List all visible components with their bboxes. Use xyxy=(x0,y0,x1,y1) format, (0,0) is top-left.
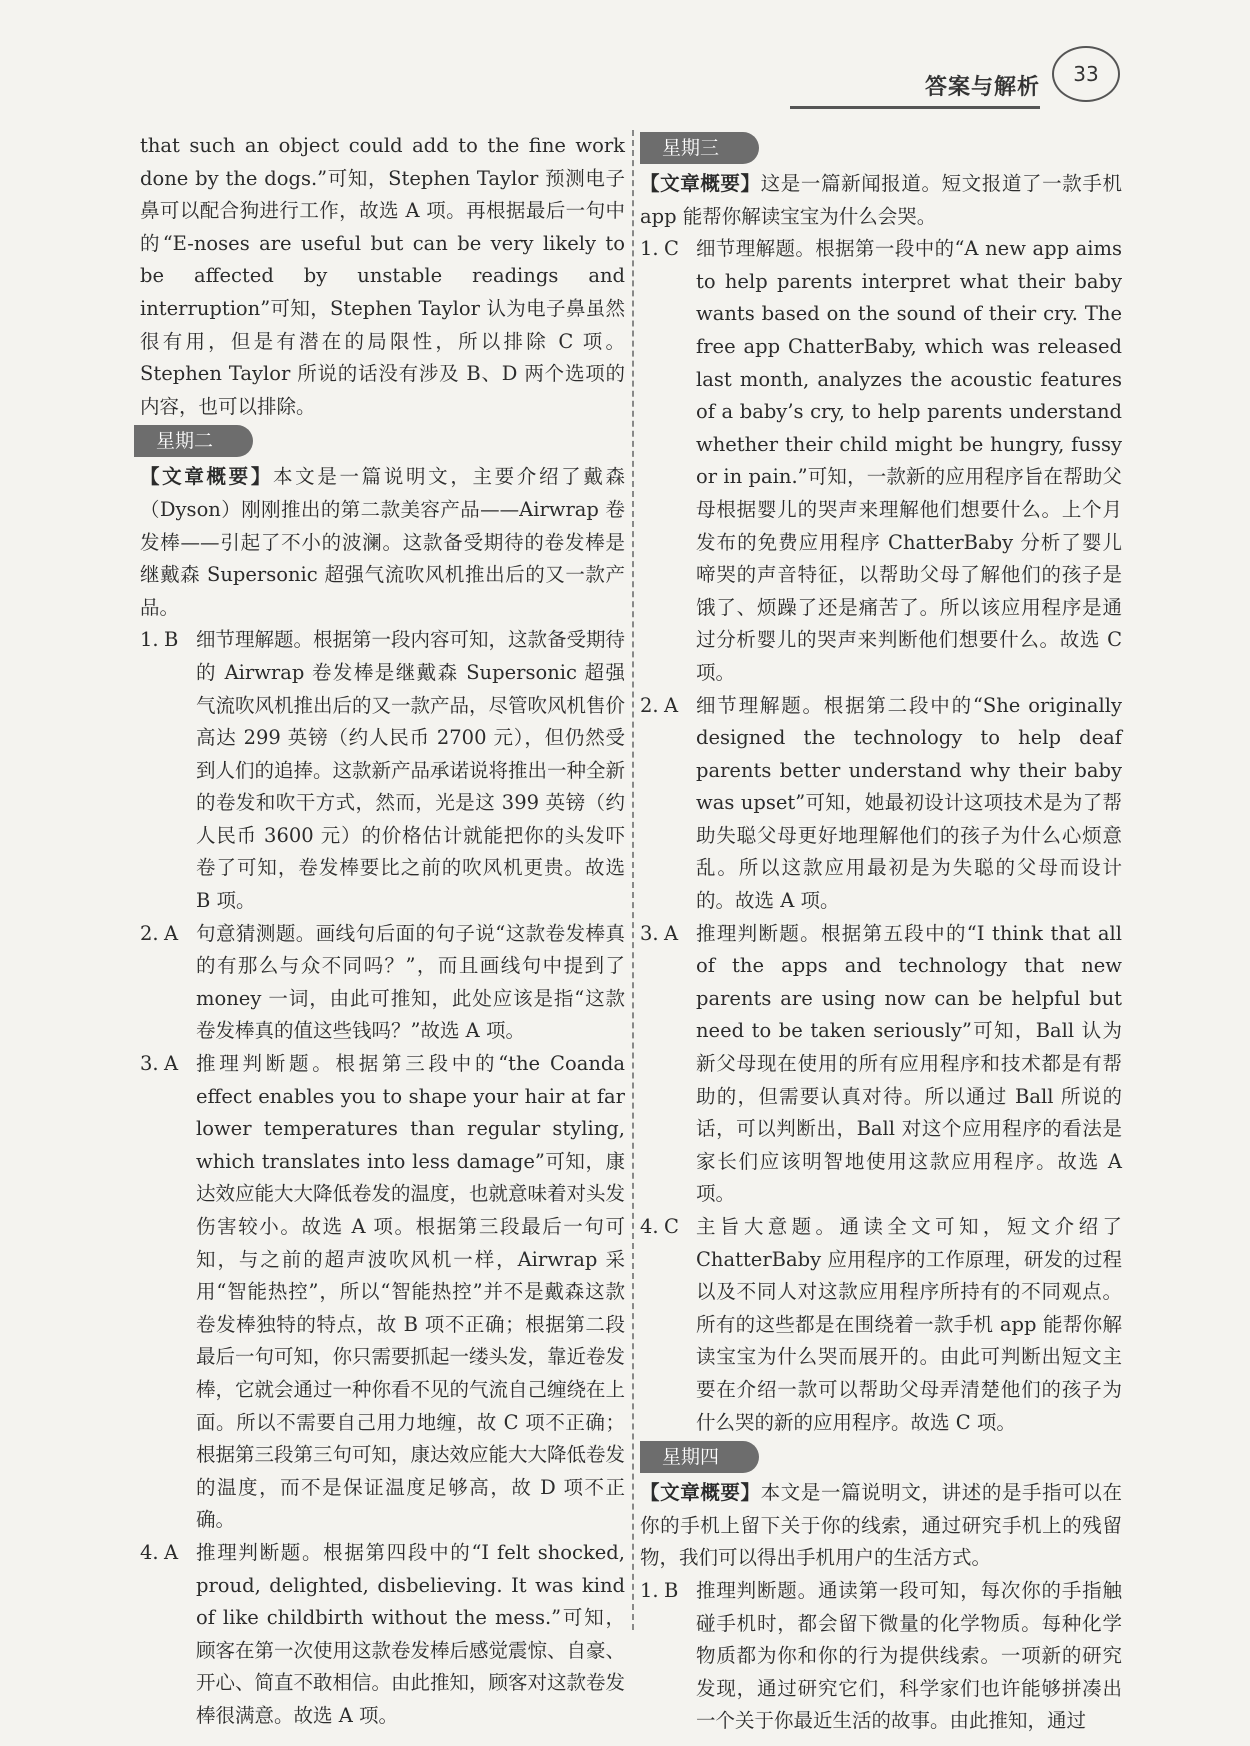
answer-item xyxy=(140,918,625,1048)
summary-text: 本文是一篇说明文，讲述的是手指可以在你的手机上留下关于你的线索，通过研究手机上的残留物，我们可以得出手机用户的生活方式。 xyxy=(640,1481,1122,1570)
item-number: 4. xyxy=(640,1215,659,1238)
item-explanation: 主旨大意题。通读全文可知，短文介绍了 ChatterBaby 应用程序的工作原理，研发的过程以及不同人对这款应用程序所持有的不同观点。所有的这些都是在围绕着一款手机 app 能帮你解读宝宝为什么哭而展开的。由此可判断出短文主要在介绍一款可以帮助父母弄清楚他们的孩子为什么哭的新的应用程序。故选 C 项。 xyxy=(696,1215,1122,1434)
item-number: 1. xyxy=(640,237,659,261)
item-answer: B xyxy=(664,1578,679,1602)
item-explanation: 细节理解题。根据第一段内容可知，这款备受期待的 Airwrap 卷发棒是继戴森 Supersonic 超强气流吹风机推出后的又一款产品，尽管吹风机售价高达 299 英镑（约人民币 2700 元），但仍然受到人们的追捧。这款新产品承诺说将推出一种全新的卷发和吹干方式，然而，光是这 399 英镑（约人民币 3600 元）的价格估计就能把你的头发吓卷了可知，卷发棒要比之前的吹风机更贵。故选 B 项。 xyxy=(196,628,626,913)
day-tag-wednesday: 星期三 xyxy=(640,132,759,164)
item-explanation: 推理判断题。根据第四段中的“I felt shocked, proud, delighted, disbelieving. It was kind of like childbirth without the mess.”可知，顾客在第一次使用这款卷发棒后感觉震惊、自豪、开心、简直不敢相信。由此推知，顾客对这款卷发棒很满意。故选 A 项。 xyxy=(196,1540,626,1727)
item-explanation: 推理判断题。根据第五段中的“I think that all of the apps and technology that new parents are using now can be helpful but need to be taken seriously”可知，Ball 认为新父母现在使用的所有应用程序和技术都是有帮助的，但需要认真对待。所以通过 Ball 所说的话，可以判断出，Ball 对这个应用程序的看法是家长们应该明智地使用这款应用程序。故选 A 项。 xyxy=(696,921,1122,1206)
item-number: 1. xyxy=(640,1578,659,1602)
header-title: 答案与解析 xyxy=(924,75,1040,100)
answer-item xyxy=(640,1575,1122,1738)
item-answer: B xyxy=(164,628,179,652)
item-number: 3. xyxy=(640,921,659,945)
answer-item xyxy=(640,1211,1122,1439)
item-explanation: 推理判断题。根据第三段中的“the Coanda effect enables you to shape your hair at far lower temperatures than regular styling, which translates into less damage”可知，康达效应能大大降低卷发的温度，也就意味着对头发伤害较小。故选 A 项。根据第三段最后一句可知，与之前的超声波吹风机一样，Airwrap 采用“智能热控”，所以“智能热控”并不是戴森这款卷发棒独特的特点，故 B 项不正确；根据第二段最后一句可知，你只需要抓起一缕头发，靠近卷发棒，它就会通过一种你看不见的气流自己缠绕在上面。所以不需要自己用力地缠，故 C 项不正确；根据第三段第三句可知，康达效应能大大降低卷发的温度，而不是保证温度足够高，故 D 项不正确。 xyxy=(196,1052,626,1532)
answer-item xyxy=(640,233,1122,689)
item-explanation: 句意猜测题。画线句后面的句子说“这款卷发棒真的有那么与众不同吗？”，而且画线句中提到了 money 一词，由此可推知，此处应该是指“这款卷发棒真的值这些钱吗？”故选 A 项。 xyxy=(196,921,625,1043)
article-summary xyxy=(640,1477,1122,1575)
item-answer: A xyxy=(664,693,679,717)
answer-item xyxy=(140,1048,625,1537)
page-header xyxy=(765,40,1125,110)
day-tag-thursday: 星期四 xyxy=(640,1441,759,1473)
summary-label: 【文章概要】 xyxy=(640,1481,761,1505)
item-answer: A xyxy=(164,1540,179,1564)
item-answer: A xyxy=(664,921,679,945)
column-divider xyxy=(632,130,634,1630)
item-number: 3. xyxy=(140,1052,159,1076)
intro-paragraph: that such an object could add to the fine work done by the dogs.”可知，Stephen Taylor 预测电子鼻可以配合狗进行工作，故选 A 项。再根据最后一句中的“E-noses are useful but can be very likely to be affected by unstable readings and interruption”可知，Stephen Taylor 认为电子鼻虽然很有用，但是有潜在的局限性，所以排除 C 项。Stephen Taylor 所说的话没有涉及 B、D 两个选项的内容，也可以排除。 xyxy=(140,134,625,418)
item-number: 2. xyxy=(140,921,159,945)
answer-item xyxy=(140,624,625,917)
item-explanation: 细节理解题。根据第一段中的“A new app aims to help parents interpret what their baby wants based on the sound of their cry. The free app ChatterBaby, which was released last month, analyzes the acoustic features of a baby’s cry, to help parents understand whether their child might be hungry, fussy or in pain.”可知，一款新的应用程序旨在帮助父母根据婴儿的哭声来理解他们想要什么。上个月发布的免费应用程序 ChatterBaby 分析了婴儿啼哭的声音特征，以帮助父母了解他们的孩子是饿了、烦躁了还是痛苦了。所以该应用程序是通过分析婴儿的哭声来判断他们想要什么。故选 C 项。 xyxy=(696,237,1122,684)
article-summary xyxy=(140,461,625,624)
item-answer: A xyxy=(164,921,179,945)
right-column xyxy=(640,130,1122,1738)
page-number: 33 xyxy=(1052,46,1120,102)
item-number: 4. xyxy=(140,1540,159,1564)
item-number: 2. xyxy=(640,693,659,717)
item-explanation: 推理判断题。通读第一段可知，每次你的手指触碰手机时，都会留下微量的化学物质。每种化学物质都为你和你的行为提供线索。一项新的研究发现，通过研究它们，科学家们也许能够拼凑出一个关于你最近生活的故事。由此推知，通过 xyxy=(696,1578,1122,1733)
left-column xyxy=(140,130,625,1733)
answer-item xyxy=(140,1537,625,1733)
summary-label: 【文章概要】 xyxy=(140,465,273,489)
summary-text: 这是一篇新闻报道。短文报道了一款手机 app 能帮你解读宝宝为什么会哭。 xyxy=(640,172,1122,228)
item-number: 1. xyxy=(140,628,159,652)
article-summary xyxy=(640,168,1122,233)
header-underline xyxy=(790,106,1040,109)
answer-item xyxy=(640,690,1122,918)
answer-item xyxy=(640,918,1122,1211)
summary-text: 本文是一篇说明文，主要介绍了戴森（Dyson）刚刚推出的第二款美容产品——Airwrap 卷发棒——引起了不小的波澜。这款备受期待的卷发棒是继戴森 Supersonic 超强气流吹风机推出后的又一款产品。 xyxy=(140,465,625,619)
item-answer: A xyxy=(164,1052,179,1076)
item-answer: C xyxy=(664,237,679,261)
summary-label: 【文章概要】 xyxy=(640,172,761,195)
item-explanation: 细节理解题。根据第二段中的“She originally designed the technology to help deaf parents better understand why their baby was upset”可知，她最初设计这项技术是为了帮助失聪父母更好地理解他们的孩子为什么心烦意乱。所以这款应用最初是为失聪的父母而设计的。故选 A 项。 xyxy=(696,693,1122,913)
item-answer: C xyxy=(664,1215,679,1238)
day-tag-tuesday: 星期二 xyxy=(134,425,253,457)
